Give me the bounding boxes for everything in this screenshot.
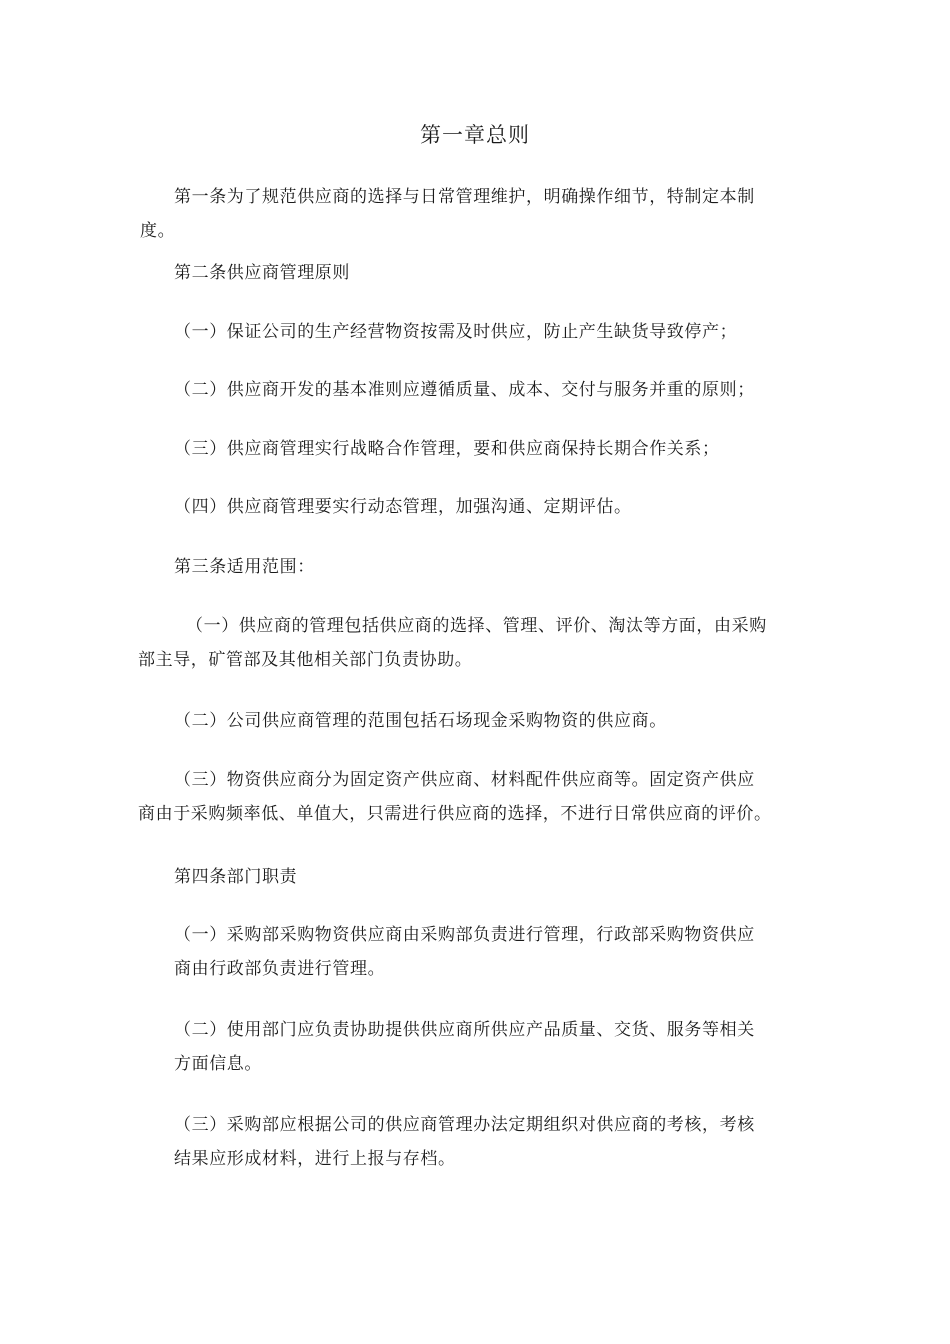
paragraph-line: 度。 [140, 221, 176, 241]
paragraph-line: （二）公司供应商管理的范围包括石场现金采购物资的供应商。 [174, 711, 667, 731]
paragraph-line: 第四条部门职责 [174, 867, 298, 887]
paragraph-line: （二）使用部门应负责协助提供供应商所供应产品质量、交货、服务等相关 [174, 1020, 755, 1040]
article-3-heading [174, 550, 315, 584]
article-4-item-2 [174, 1013, 755, 1081]
article-3-item-2 [174, 704, 667, 738]
chapter-title: 第一章总则 [420, 123, 530, 147]
paragraph-line: 方面信息。 [174, 1054, 262, 1074]
paragraph-line: 部主导，矿管部及其他相关部门负责协助。 [138, 650, 473, 670]
paragraph-line: 第二条供应商管理原则 [174, 263, 350, 283]
paragraph-line: （三）供应商管理实行战略合作管理，要和供应商保持长期合作关系； [174, 439, 720, 459]
paragraph-line: 第三条适用范围： [174, 557, 315, 577]
article-4-item-3 [174, 1108, 755, 1176]
article-3-item-1 [138, 609, 767, 677]
paragraph-line: 结果应形成材料，进行上报与存档。 [174, 1149, 456, 1169]
article-4-heading [174, 860, 297, 894]
article-2-item-3 [174, 432, 720, 466]
paragraph-line: （一）保证公司的生产经营物资按需及时供应，防止产生缺货导致停产； [174, 322, 738, 342]
article-2-item-2 [174, 373, 755, 407]
paragraph-line: （二）供应商开发的基本准则应遵循质量、成本、交付与服务并重的原则； [174, 380, 755, 400]
article-3-item-3 [138, 763, 772, 831]
paragraph-line: （四）供应商管理要实行动态管理，加强沟通、定期评估。 [174, 497, 632, 517]
article-2-item-4 [174, 490, 632, 524]
article-1-paragraph [140, 180, 755, 248]
article-2-item-1 [174, 315, 737, 349]
paragraph-line: （三）采购部应根据公司的供应商管理办法定期组织对供应商的考核，考核 [174, 1115, 755, 1135]
paragraph-line: 第一条为了规范供应商的选择与日常管理维护，明确操作细节，特制定本制 [174, 187, 755, 207]
article-2-heading [174, 256, 350, 290]
paragraph-line: 商由于采购频率低、单值大，只需进行供应商的选择，不进行日常供应商的评价。 [138, 804, 772, 824]
article-4-item-1 [174, 918, 755, 986]
paragraph-line: （一）采购部采购物资供应商由采购部负责进行管理，行政部采购物资供应 [174, 925, 755, 945]
paragraph-line: （三）物资供应商分为固定资产供应商、材料配件供应商等。固定资产供应 [174, 770, 755, 790]
paragraph-line: 商由行政部负责进行管理。 [174, 959, 386, 979]
paragraph-line: （一）供应商的管理包括供应商的选择、管理、评价、淘汰等方面，由采购 [186, 616, 767, 636]
